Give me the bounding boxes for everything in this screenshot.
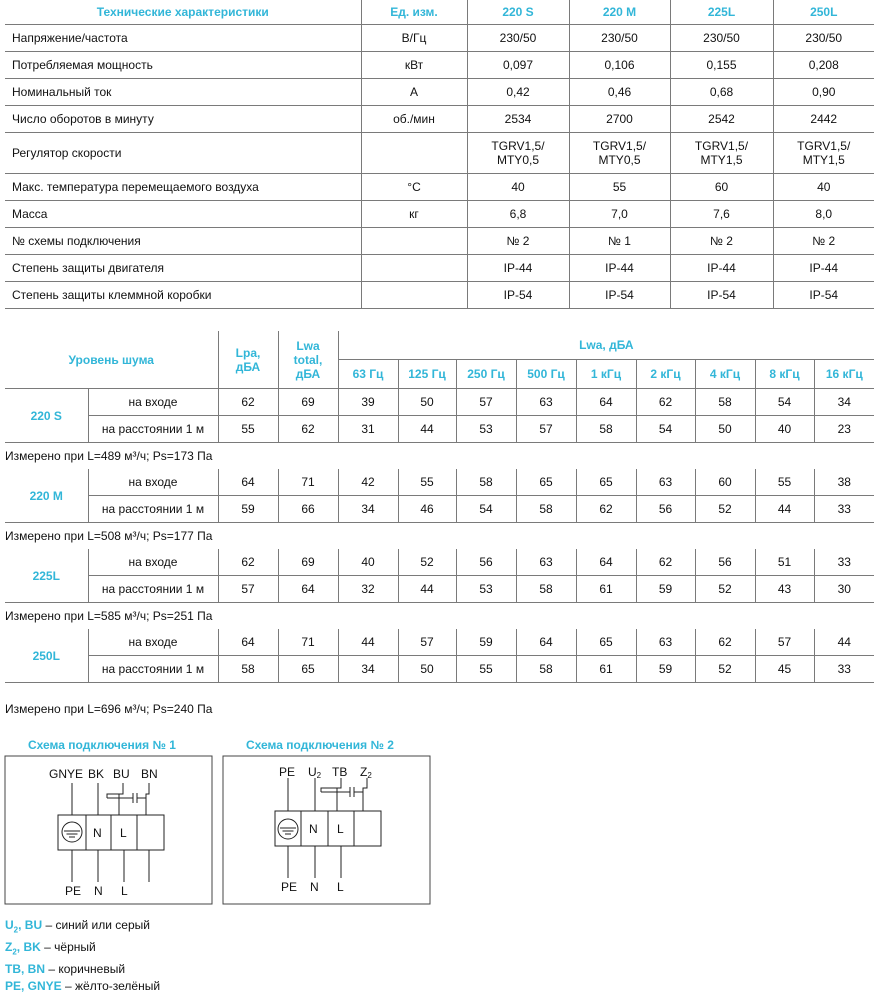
noise-value-cell: 55 <box>456 656 516 683</box>
scheme2-title: Схема подключения № 2 <box>246 738 394 752</box>
specs-value-cell: 0,68 <box>670 79 773 106</box>
noise-value-cell: 58 <box>516 496 576 523</box>
specs-row <box>5 255 874 282</box>
wiring-schemes <box>0 730 874 920</box>
measurement-note-row <box>5 443 874 470</box>
noise-value-cell: 40 <box>338 549 398 576</box>
scheme2-top-label: TB <box>332 765 348 779</box>
noise-value-cell: 56 <box>636 496 695 523</box>
specs-row-label: Степень защиты двигателя <box>5 255 361 282</box>
noise-value-cell: 64 <box>278 576 338 603</box>
specs-value-cell: TGRV1,5/ MTY0,5 <box>467 133 569 174</box>
noise-value-cell: 44 <box>398 416 456 443</box>
noise-value-cell: 52 <box>695 656 755 683</box>
noise-row <box>5 469 874 496</box>
measurement-note: Измерено при L=508 м³/ч; Ps=177 Па <box>5 529 213 543</box>
measurement-note: Измерено при L=585 м³/ч; Ps=251 Па <box>5 609 213 623</box>
scheme1-bottom-label: N <box>94 884 103 898</box>
noise-value-cell: 61 <box>576 576 636 603</box>
scheme2-bottom-label: N <box>310 880 319 894</box>
specs-value-cell: 2700 <box>569 106 670 133</box>
specs-value-cell: 0,46 <box>569 79 670 106</box>
noise-value-cell: 62 <box>278 416 338 443</box>
specs-value-cell: № 1 <box>569 228 670 255</box>
specs-value-cell: 6,8 <box>467 201 569 228</box>
noise-value-cell: 50 <box>398 389 456 416</box>
measurement-note-row <box>5 683 874 736</box>
noise-row-label: на расстоянии 1 м <box>88 656 218 683</box>
noise-value-cell: 23 <box>814 416 874 443</box>
noise-value-cell: 58 <box>456 469 516 496</box>
specs-table <box>5 0 874 309</box>
noise-value-cell: 64 <box>576 389 636 416</box>
noise-value-cell: 44 <box>814 629 874 656</box>
scheme1-title: Схема подключения № 1 <box>28 738 176 752</box>
noise-value-cell: 59 <box>636 656 695 683</box>
noise-value-cell: 53 <box>456 416 516 443</box>
noise-value-cell: 54 <box>755 389 814 416</box>
freq-header: 63 Гц <box>338 360 398 389</box>
specs-value-cell: TGRV1,5/ MTY1,5 <box>670 133 773 174</box>
noise-value-cell: 57 <box>398 629 456 656</box>
noise-value-cell: 43 <box>755 576 814 603</box>
noise-row <box>5 629 874 656</box>
specs-value-cell: IP-44 <box>670 255 773 282</box>
specs-value-cell: IP-54 <box>569 282 670 309</box>
freq-header: 1 кГц <box>576 360 636 389</box>
measurement-note-row <box>5 523 874 550</box>
measurement-note: Измерено при L=489 м³/ч; Ps=173 Па <box>5 449 213 463</box>
specs-row-label: Степень защиты клеммной коробки <box>5 282 361 309</box>
noise-table <box>5 331 874 735</box>
legend-item: TB, BN – коричневый <box>5 961 126 976</box>
specs-row-unit <box>361 255 467 282</box>
noise-value-cell: 33 <box>814 656 874 683</box>
specs-row <box>5 282 874 309</box>
noise-value-cell: 57 <box>218 576 278 603</box>
measurement-note-row <box>5 603 874 630</box>
freq-header: 16 кГц <box>814 360 874 389</box>
noise-value-cell: 34 <box>338 656 398 683</box>
noise-value-cell: 30 <box>814 576 874 603</box>
specs-header-model: 220 S <box>467 0 569 25</box>
scheme2-top-label: U2 <box>308 765 322 780</box>
noise-value-cell: 63 <box>516 549 576 576</box>
scheme1-diagram <box>5 756 212 904</box>
noise-row-label: на расстоянии 1 м <box>88 496 218 523</box>
noise-title: Уровень шума <box>5 331 218 389</box>
scheme1-top-label: BN <box>141 767 158 781</box>
specs-value-cell: 7,6 <box>670 201 773 228</box>
noise-value-cell: 61 <box>576 656 636 683</box>
specs-value-cell: IP-54 <box>773 282 874 309</box>
scheme2-terminal-label: N <box>309 822 318 836</box>
legend-item: $U_2$, BU – синий или серый <box>5 918 150 935</box>
specs-row-unit: кВт <box>361 52 467 79</box>
noise-value-cell: 58 <box>516 576 576 603</box>
noise-value-cell: 59 <box>218 496 278 523</box>
wiring-diagrams <box>0 730 874 920</box>
noise-value-cell: 69 <box>278 389 338 416</box>
specs-row-label: № схемы подключения <box>5 228 361 255</box>
noise-value-cell: 63 <box>516 389 576 416</box>
noise-value-cell: 56 <box>456 549 516 576</box>
noise-value-cell: 42 <box>338 469 398 496</box>
noise-model-name: 220 M <box>5 469 88 523</box>
lwa-group-header: Lwa, дБА <box>338 331 874 360</box>
scheme1-terminal-label: L <box>120 826 127 840</box>
specs-value-cell: 40 <box>773 174 874 201</box>
scheme1-bottom-label: PE <box>65 884 82 898</box>
specs-row-unit: об./мин <box>361 106 467 133</box>
noise-value-cell: 57 <box>456 389 516 416</box>
noise-value-cell: 65 <box>576 469 636 496</box>
scheme2-terminal-label: L <box>337 822 344 836</box>
specs-value-cell: 2534 <box>467 106 569 133</box>
noise-value-cell: 53 <box>456 576 516 603</box>
specs-value-cell: № 2 <box>670 228 773 255</box>
scheme1-top-label: GNYE <box>49 767 84 781</box>
noise-row-label: на входе <box>88 549 218 576</box>
specs-row-label: Номинальный ток <box>5 79 361 106</box>
scheme1-terminal-label: N <box>93 826 102 840</box>
noise-value-cell: 45 <box>755 656 814 683</box>
specs-value-cell: IP-54 <box>467 282 569 309</box>
specs-row-unit <box>361 228 467 255</box>
specs-row <box>5 106 874 133</box>
noise-value-cell: 55 <box>398 469 456 496</box>
ground-icon <box>62 822 82 842</box>
specs-header-unit: Ед. изм. <box>361 0 467 25</box>
noise-value-cell: 62 <box>576 496 636 523</box>
freq-header: 4 кГц <box>695 360 755 389</box>
specs-value-cell: 2442 <box>773 106 874 133</box>
freq-header: 125 Гц <box>398 360 456 389</box>
noise-value-cell: 57 <box>516 416 576 443</box>
noise-value-cell: 59 <box>636 576 695 603</box>
specs-value-cell: 0,106 <box>569 52 670 79</box>
measurement-note: Измерено при L=696 м³/ч; Ps=240 Па <box>5 702 213 716</box>
noise-value-cell: 58 <box>695 389 755 416</box>
lpa-header: Lpa, дБА <box>218 331 278 389</box>
specs-row <box>5 52 874 79</box>
specs-value-cell: TGRV1,5/ MTY1,5 <box>773 133 874 174</box>
specs-row-unit: А <box>361 79 467 106</box>
noise-value-cell: 65 <box>516 469 576 496</box>
noise-value-cell: 62 <box>636 549 695 576</box>
specs-value-cell: TGRV1,5/ MTY0,5 <box>569 133 670 174</box>
noise-value-cell: 46 <box>398 496 456 523</box>
legend-item: $Z_2$, BK – чёрный <box>5 939 96 957</box>
scheme2-bottom-label: L <box>337 880 344 894</box>
specs-row-unit <box>361 133 467 174</box>
noise-row <box>5 496 874 523</box>
noise-value-cell: 54 <box>636 416 695 443</box>
noise-value-cell: 39 <box>338 389 398 416</box>
specs-value-cell: IP-44 <box>569 255 670 282</box>
specs-row-label: Напряжение/частота <box>5 25 361 52</box>
noise-row <box>5 576 874 603</box>
scheme1-top-label: BU <box>113 767 130 781</box>
scheme1-top-label: BK <box>88 767 105 781</box>
noise-value-cell: 71 <box>278 469 338 496</box>
specs-row-unit: °C <box>361 174 467 201</box>
noise-value-cell: 56 <box>695 549 755 576</box>
scheme2-bottom-label: PE <box>281 880 298 894</box>
noise-value-cell: 62 <box>695 629 755 656</box>
noise-value-cell: 55 <box>218 416 278 443</box>
noise-value-cell: 64 <box>576 549 636 576</box>
noise-row-label: на расстоянии 1 м <box>88 416 218 443</box>
noise-value-cell: 54 <box>456 496 516 523</box>
specs-value-cell: 8,0 <box>773 201 874 228</box>
noise-value-cell: 50 <box>695 416 755 443</box>
noise-value-cell: 65 <box>278 656 338 683</box>
ground-icon <box>278 819 298 839</box>
noise-value-cell: 50 <box>398 656 456 683</box>
specs-value-cell: 40 <box>467 174 569 201</box>
noise-value-cell: 59 <box>456 629 516 656</box>
noise-value-cell: 58 <box>576 416 636 443</box>
specs-value-cell: 55 <box>569 174 670 201</box>
noise-value-cell: 65 <box>576 629 636 656</box>
noise-value-cell: 52 <box>695 576 755 603</box>
noise-value-cell: 52 <box>398 549 456 576</box>
specs-value-cell: IP-54 <box>670 282 773 309</box>
noise-value-cell: 62 <box>218 549 278 576</box>
specs-row-label: Макс. температура перемещаемого воздуха <box>5 174 361 201</box>
noise-value-cell: 62 <box>218 389 278 416</box>
noise-value-cell: 66 <box>278 496 338 523</box>
specs-value-cell: 0,155 <box>670 52 773 79</box>
noise-value-cell: 40 <box>755 416 814 443</box>
noise-value-cell: 44 <box>755 496 814 523</box>
noise-row-label: на входе <box>88 629 218 656</box>
noise-value-cell: 51 <box>755 549 814 576</box>
specs-value-cell: IP-44 <box>467 255 569 282</box>
specs-value-cell: 230/50 <box>467 25 569 52</box>
specs-row <box>5 79 874 106</box>
freq-header: 2 кГц <box>636 360 695 389</box>
specs-value-cell: 7,0 <box>569 201 670 228</box>
lwa-total-header: Lwa total, дБА <box>278 331 338 389</box>
specs-value-cell: 2542 <box>670 106 773 133</box>
noise-model-name: 225L <box>5 549 88 603</box>
noise-model-name: 250L <box>5 629 88 683</box>
specs-row <box>5 25 874 52</box>
noise-value-cell: 34 <box>814 389 874 416</box>
specs-row-unit <box>361 282 467 309</box>
specs-row-label: Число оборотов в минуту <box>5 106 361 133</box>
scheme1-bottom-label: L <box>121 884 128 898</box>
scheme2-top-label: PE <box>279 765 296 779</box>
specs-value-cell: № 2 <box>773 228 874 255</box>
freq-header: 8 кГц <box>755 360 814 389</box>
noise-value-cell: 63 <box>636 469 695 496</box>
specs-header-model: 250L <box>773 0 874 25</box>
noise-value-cell: 64 <box>218 629 278 656</box>
noise-row-label: на входе <box>88 389 218 416</box>
scheme2-diagram <box>223 756 430 904</box>
specs-row-label: Потребляемая мощность <box>5 52 361 79</box>
specs-value-cell: 0,90 <box>773 79 874 106</box>
freq-header: 250 Гц <box>456 360 516 389</box>
specs-header-model: 220 M <box>569 0 670 25</box>
legend-item: PE, GNYE – жёлто-зелёный <box>5 979 161 994</box>
noise-value-cell: 58 <box>218 656 278 683</box>
specs-value-cell: 0,208 <box>773 52 874 79</box>
noise-row <box>5 656 874 683</box>
specs-value-cell: 230/50 <box>670 25 773 52</box>
noise-value-cell: 38 <box>814 469 874 496</box>
specs-row <box>5 228 874 255</box>
noise-value-cell: 33 <box>814 496 874 523</box>
scheme2-top-label: Z2 <box>360 765 372 780</box>
specs-value-cell: IP-44 <box>773 255 874 282</box>
noise-row-label: на входе <box>88 469 218 496</box>
noise-value-cell: 71 <box>278 629 338 656</box>
noise-value-cell: 57 <box>755 629 814 656</box>
specs-header-model: 225L <box>670 0 773 25</box>
noise-row-label: на расстоянии 1 м <box>88 576 218 603</box>
noise-value-cell: 32 <box>338 576 398 603</box>
noise-value-cell: 31 <box>338 416 398 443</box>
freq-header: 500 Гц <box>516 360 576 389</box>
noise-value-cell: 33 <box>814 549 874 576</box>
noise-model-name: 220 S <box>5 389 88 443</box>
specs-value-cell: 230/50 <box>569 25 670 52</box>
specs-header-title: Технические характеристики <box>5 0 361 25</box>
specs-value-cell: № 2 <box>467 228 569 255</box>
noise-value-cell: 64 <box>516 629 576 656</box>
noise-value-cell: 52 <box>695 496 755 523</box>
specs-header-row <box>5 0 874 25</box>
specs-row <box>5 174 874 201</box>
noise-row <box>5 416 874 443</box>
noise-value-cell: 62 <box>636 389 695 416</box>
noise-value-cell: 64 <box>218 469 278 496</box>
specs-value-cell: 230/50 <box>773 25 874 52</box>
noise-value-cell: 34 <box>338 496 398 523</box>
noise-value-cell: 44 <box>338 629 398 656</box>
specs-row <box>5 133 874 174</box>
specs-value-cell: 60 <box>670 174 773 201</box>
noise-value-cell: 69 <box>278 549 338 576</box>
specs-row-label: Масса <box>5 201 361 228</box>
specs-row <box>5 201 874 228</box>
noise-value-cell: 55 <box>755 469 814 496</box>
noise-value-cell: 58 <box>516 656 576 683</box>
noise-value-cell: 60 <box>695 469 755 496</box>
specs-row-unit: В/Гц <box>361 25 467 52</box>
noise-value-cell: 63 <box>636 629 695 656</box>
specs-row-label: Регулятор скорости <box>5 133 361 174</box>
specs-value-cell: 0,42 <box>467 79 569 106</box>
noise-row <box>5 549 874 576</box>
specs-row-unit: кг <box>361 201 467 228</box>
noise-row <box>5 389 874 416</box>
specs-value-cell: 0,097 <box>467 52 569 79</box>
noise-value-cell: 44 <box>398 576 456 603</box>
